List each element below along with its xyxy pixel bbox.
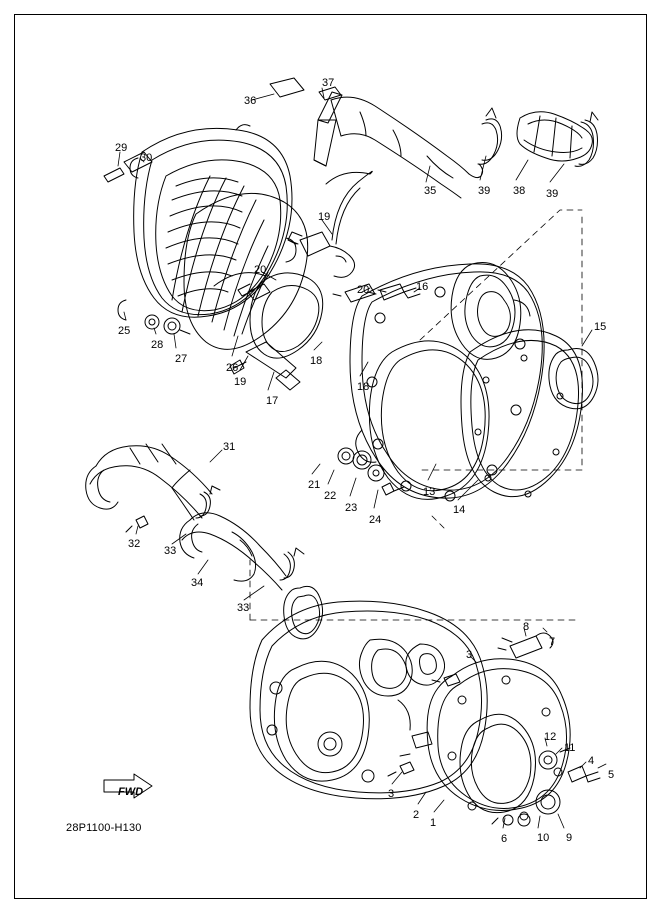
fwd-direction-label: FWD [118,786,144,798]
callout-11: 11 [564,742,576,754]
callout-13: 13 [423,486,436,498]
callout-35: 35 [424,185,437,197]
callout-19: 19 [318,211,331,223]
callout-30: 30 [140,152,153,164]
callout-5: 5 [608,769,615,781]
callout-39b: 39 [546,188,559,200]
callout-37: 37 [322,77,335,89]
callout-20: 20 [254,264,267,276]
callout-12: 12 [544,731,557,743]
callout-17: 17 [266,395,279,407]
callout-29: 29 [115,142,128,154]
callout-20b: 20 [357,284,370,296]
callout-36: 36 [244,95,257,107]
callout-1: 1 [430,817,437,829]
callout-18b: 18 [357,381,370,393]
callout-18: 18 [310,355,323,367]
callout-8: 8 [523,621,530,633]
callout-28: 28 [151,339,164,351]
callout-23: 23 [345,502,358,514]
callout-34: 34 [191,577,204,589]
callout-22: 22 [324,490,337,502]
callout-7: 7 [549,636,556,648]
callout-25: 25 [118,325,131,337]
callout-16: 16 [416,281,429,293]
callout-32: 32 [128,538,141,550]
callout-2: 2 [413,809,420,821]
callout-27: 27 [175,353,188,365]
callout-19b: 19 [234,376,247,388]
callout-14: 14 [453,504,466,516]
callout-15: 15 [594,321,607,333]
part-code-label: 28P1100-H130 [66,822,142,834]
callout-3b: 3 [466,649,473,661]
callout-9: 9 [566,832,573,844]
callout-38: 38 [513,185,526,197]
callout-39: 39 [478,185,491,197]
callout-26: 26 [226,362,239,374]
callout-3: 3 [388,788,395,800]
callout-31: 31 [223,441,236,453]
callout-10: 10 [537,832,550,844]
callout-33: 33 [164,545,177,557]
callout-33b: 33 [237,602,250,614]
callout-21: 21 [308,479,321,491]
callout-6: 6 [501,833,508,845]
callout-24: 24 [369,514,382,526]
callout-4: 4 [588,755,595,767]
